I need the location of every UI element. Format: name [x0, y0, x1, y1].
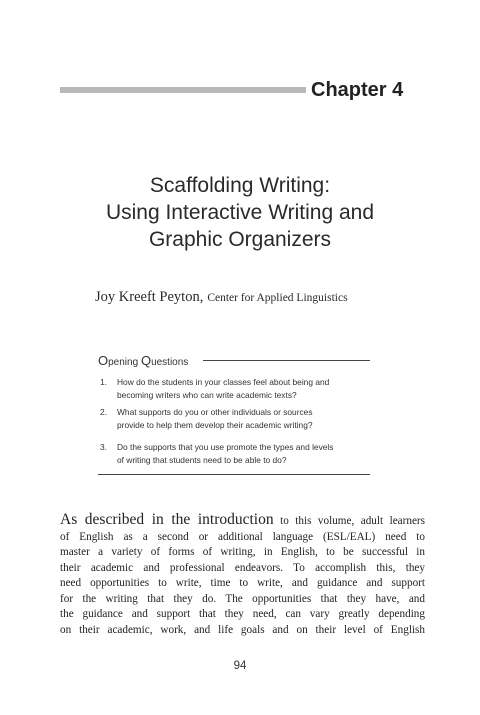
body-line: master a variety of forms of writing, in English, to be successful in: [60, 546, 425, 558]
author-line: [95, 288, 348, 307]
question-text: Do the supports that you use promote the types and levels of writing that students need to be able to do?: [117, 442, 334, 465]
opening-questions-bottom-rule: [98, 474, 370, 475]
chapter-label: Chapter 4: [311, 79, 404, 101]
question-text: How do the students in your classes feel about being and becoming writers who can write academic texts?: [117, 377, 330, 400]
body-line: of English as a second or additional language (ESL/EAL) need to: [60, 530, 425, 543]
question-number: 3.: [100, 442, 107, 452]
chapter-title-line-1: Scaffolding Writing:: [149, 174, 331, 197]
body-line: for the writing that they do. The opportunities that they have, and: [60, 592, 425, 605]
body-lead-in: As described in the introduction: [60, 511, 274, 528]
author-affiliation: Center for Applied Linguistics: [207, 292, 348, 304]
chapter-title-line-2: Using Interactive Writing and: [105, 201, 375, 224]
body-line: need opportunities to write, time to write, and guidance and support: [60, 577, 425, 589]
question-text: What supports do you or other individuals or sources provide to help them develop their academic writing?: [117, 407, 313, 430]
chapter-rule: [60, 87, 306, 93]
question-number: 1.: [100, 377, 107, 387]
chapter-title-line-3: Graphic Organizers: [148, 228, 332, 251]
body-line: the guidance and support that they need, can vary greatly depending: [60, 608, 425, 620]
question-number: 2.: [100, 407, 107, 417]
body-line: on their academic, work, and life goals and on their level of English: [60, 623, 425, 636]
author-name: Joy Kreeft Peyton,: [95, 289, 204, 305]
opening-questions-rule: [203, 360, 370, 361]
page-number: 94: [233, 660, 247, 672]
body-paragraph: [60, 512, 425, 638]
body-line: their academic and professional endeavors. To accomplish this, they: [60, 561, 425, 574]
opening-questions-heading: Opening Questions: [98, 353, 189, 368]
body-line: As described in the introduction to this volume, adult learners: [60, 511, 425, 528]
